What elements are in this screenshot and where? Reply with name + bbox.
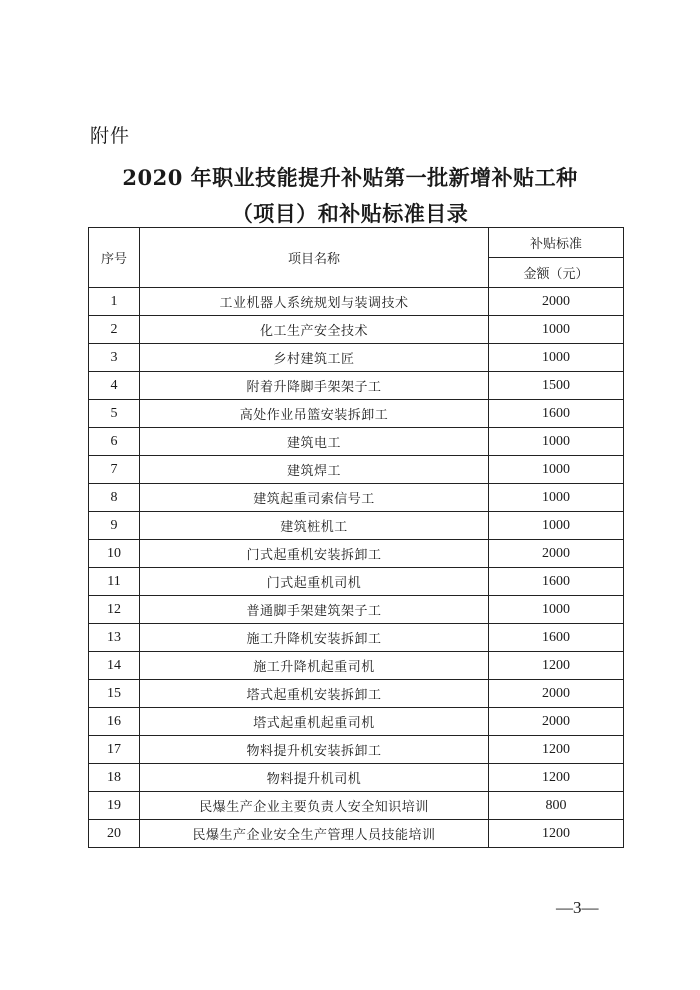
row-number: 17: [89, 736, 140, 764]
row-item-name: 门式起重机安装拆卸工: [140, 540, 489, 568]
table-row: [89, 428, 624, 456]
table-row: [89, 624, 624, 652]
row-item-name: 普通脚手架建筑架子工: [140, 596, 489, 624]
row-item-name: 施工升降机起重司机: [140, 652, 489, 680]
row-number: 18: [89, 764, 140, 792]
row-number: 7: [89, 456, 140, 484]
row-item-name: 塔式起重机安装拆卸工: [140, 680, 489, 708]
row-item-name: 物料提升机安装拆卸工: [140, 736, 489, 764]
header-seq: 序号: [89, 228, 140, 288]
row-amount: 2000: [489, 680, 624, 708]
row-number: 2: [89, 316, 140, 344]
row-amount: 2000: [489, 540, 624, 568]
table-row: [89, 680, 624, 708]
table-row: [89, 456, 624, 484]
row-number: 5: [89, 400, 140, 428]
row-amount: 1200: [489, 764, 624, 792]
row-amount: 2000: [489, 288, 624, 316]
table-row: [89, 540, 624, 568]
table-row: [89, 708, 624, 736]
row-amount: 1000: [489, 456, 624, 484]
table-row: [89, 316, 624, 344]
row-item-name: 物料提升机司机: [140, 764, 489, 792]
row-amount: 1600: [489, 400, 624, 428]
row-item-name: 门式起重机司机: [140, 568, 489, 596]
table-body: [89, 288, 624, 848]
row-item-name: 施工升降机安装拆卸工: [140, 624, 489, 652]
table-row: [89, 484, 624, 512]
table-row: [89, 792, 624, 820]
page-number: —3—: [556, 898, 599, 917]
row-number: 14: [89, 652, 140, 680]
row-amount: 1500: [489, 372, 624, 400]
row-number: 10: [89, 540, 140, 568]
row-item-name: 化工生产安全技术: [140, 316, 489, 344]
row-number: 6: [89, 428, 140, 456]
row-number: 3: [89, 344, 140, 372]
document-title-line-1: 2020 年职业技能提升补贴第一批新增补贴工种: [122, 165, 578, 190]
row-number: 1: [89, 288, 140, 316]
row-item-name: 乡村建筑工匠: [140, 344, 489, 372]
row-amount: 1000: [489, 484, 624, 512]
table-row: [89, 652, 624, 680]
row-number: 16: [89, 708, 140, 736]
row-number: 12: [89, 596, 140, 624]
row-item-name: 建筑桩机工: [140, 512, 489, 540]
row-number: 9: [89, 512, 140, 540]
row-amount: 1000: [489, 316, 624, 344]
row-amount: 1200: [489, 736, 624, 764]
table-row: [89, 568, 624, 596]
row-amount: 1600: [489, 624, 624, 652]
row-amount: 1000: [489, 344, 624, 372]
row-item-name: 建筑电工: [140, 428, 489, 456]
row-item-name: 工业机器人系统规划与装调技术: [140, 288, 489, 316]
row-amount: 800: [489, 792, 624, 820]
header-item-name: 项目名称: [140, 228, 489, 288]
subsidy-table: [88, 227, 624, 848]
document-title-line-2: （项目）和补贴标准目录: [231, 201, 469, 226]
table-row: [89, 288, 624, 316]
attachment-label: 附件: [90, 125, 131, 147]
row-number: 4: [89, 372, 140, 400]
row-amount: 1000: [489, 596, 624, 624]
row-amount: 1200: [489, 820, 624, 848]
row-item-name: 附着升降脚手架架子工: [140, 372, 489, 400]
row-number: 19: [89, 792, 140, 820]
row-item-name: 民爆生产企业安全生产管理人员技能培训: [140, 820, 489, 848]
header-amount: 金额（元）: [489, 258, 624, 288]
row-amount: 1000: [489, 512, 624, 540]
row-amount: 2000: [489, 708, 624, 736]
table-row: [89, 596, 624, 624]
header-subsidy-standard: 补贴标准: [489, 228, 624, 258]
row-amount: 1200: [489, 652, 624, 680]
row-item-name: 建筑焊工: [140, 456, 489, 484]
row-number: 20: [89, 820, 140, 848]
table-row: [89, 372, 624, 400]
row-item-name: 民爆生产企业主要负责人安全知识培训: [140, 792, 489, 820]
table-row: [89, 736, 624, 764]
table-row: [89, 400, 624, 428]
table-row: [89, 764, 624, 792]
row-number: 15: [89, 680, 140, 708]
row-amount: 1000: [489, 428, 624, 456]
row-item-name: 建筑起重司索信号工: [140, 484, 489, 512]
row-number: 11: [89, 568, 140, 596]
table-row: [89, 820, 624, 848]
row-item-name: 塔式起重机起重司机: [140, 708, 489, 736]
row-number: 8: [89, 484, 140, 512]
table-row: [89, 512, 624, 540]
row-number: 13: [89, 624, 140, 652]
row-item-name: 高处作业吊篮安装拆卸工: [140, 400, 489, 428]
row-amount: 1600: [489, 568, 624, 596]
table-row: [89, 344, 624, 372]
